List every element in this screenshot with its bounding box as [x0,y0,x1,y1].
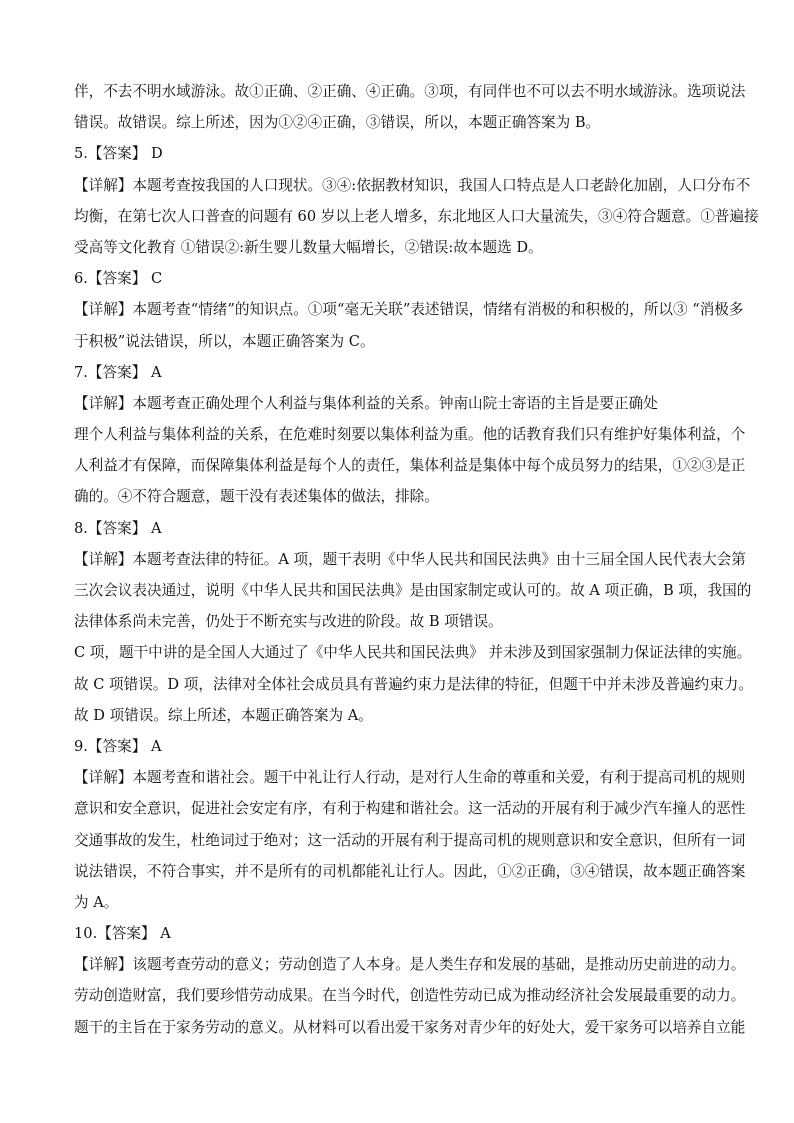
text-line: 受高等文化教育 ①错误②:新生婴儿数量大幅增长，②错误:故本题选 D。 [74,238,543,256]
answer-heading-6: 6.【答案】 C [74,270,163,288]
text-line: 人利益才有保障，而保障集体利益是每个人的责任，集体利益是集体中每个成员努力的结果，①②③是正 [74,457,746,475]
text-line: 确的。④不符合题意，题干没有表述集体的做法，排除。 [74,488,439,506]
text-line: 故 D 项错误。综上所述，本题正确答案为 A。 [74,706,373,724]
text-line: 【详解】本题考查和谐社会。题干中礼让行人行动，是对行人生命的尊重和关爱，有利于提高司机的规则 [74,769,746,787]
text-line: 【详解】本题考查正确处理个人利益与集体利益的关系。钟南山院士寄语的主旨是要正确处 [74,394,658,412]
answer-heading-7: 7.【答案】 A [74,363,162,381]
text-line: 于积极”说法错误，所以，本题正确答案为 C。 [74,332,375,350]
text-line: 劳动创造财富，我们要珍惜劳动成果。在当今时代，创造性劳动已成为推动经济社会发展最重要的动力。 [74,987,746,1005]
text-line: 伴，不去不明水域游泳。故①正确、②正确、④正确。③项，有同伴也不可以去不明水域游泳。选项说法 [74,83,746,100]
text-line: 题干的主旨在于家务劳动的意义。从材料可以看出爱干家务对青少年的好处大，爱干家务可以培养自立能 [74,1018,746,1036]
answer-heading-10: 10.【答案】 A [74,925,171,943]
text-line: 【详解】本题考查法律的特征。A 项，题干表明《中华人民共和国民法典》由十三届全国人民代表大会第 [74,550,746,568]
text-line: 【详解】该题考查劳动的意义；劳动创造了人本身。是人类生存和发展的基础，是推动历史前进的动力。 [74,956,746,974]
answer-heading-9: 9.【答案】 A [74,737,162,755]
text-line: 意识和安全意识，促进社会安定有序，有利于构建和谐社会。这一活动的开展有利于减少汽车撞人的恶性 [74,800,746,818]
text-line: 法律体系尚未完善，仍处于不断充实与改进的阶段。故 B 项错误。 [74,613,503,631]
text-line: C 项，题干中讲的是全国人大通过了《中华人民共和国民法典》 并未涉及到国家强制力保证法律的实施。 [74,644,752,662]
text-line: 错误。故错误。综上所述，因为①②④正确，③错误，所以，本题正确答案为 B。 [74,114,601,132]
text-line: 【详解】本题考查“情绪”的知识点。①项“毫无关联”表述错误，情绪有消极的和积极的，所以③ “消极多 [74,301,744,319]
text-line: 说法错误，不符合事实，并不是所有的司机都能礼让行人。因此，①②正确，③④错误，故本题正确答案 [74,862,746,880]
text-line: 理个人利益与集体利益的关系，在危难时刻要以集体利益为重。他的话教育我们只有维护好集体利益，个 [74,426,746,444]
answer-heading-5: 5.【答案】 D [74,145,163,163]
text-line: 三次会议表决通过，说明《中华人民共和国民法典》是由国家制定或认可的。故 A 项正确，B 项，我国的 [74,582,752,599]
answer-explanation-document [74,76,759,1043]
text-line: 【详解】本题考查按我国的人口现状。③④:依据教材知识，我国人口特点是人口老龄化加剧，人口分布不 [74,176,751,194]
text-line: 为 A。 [74,893,119,911]
text-line: 故 C 项错误。D 项，法律对全体社会成员具有普遍约束力是法律的特征，但题干中并未涉及普遍约束力。 [74,675,753,693]
text-line: 交通事故的发生，杜绝词过于绝对；这一活动的开展有利于提高司机的规则意识和安全意识，但所有一词 [74,831,746,849]
text-line: 均衡，在第七次人口普查的问题有 60 岁以上老人增多，东北地区人口大量流失，③④符合题意。①普遍接 [74,207,759,225]
answer-heading-8: 8.【答案】 A [74,519,162,537]
